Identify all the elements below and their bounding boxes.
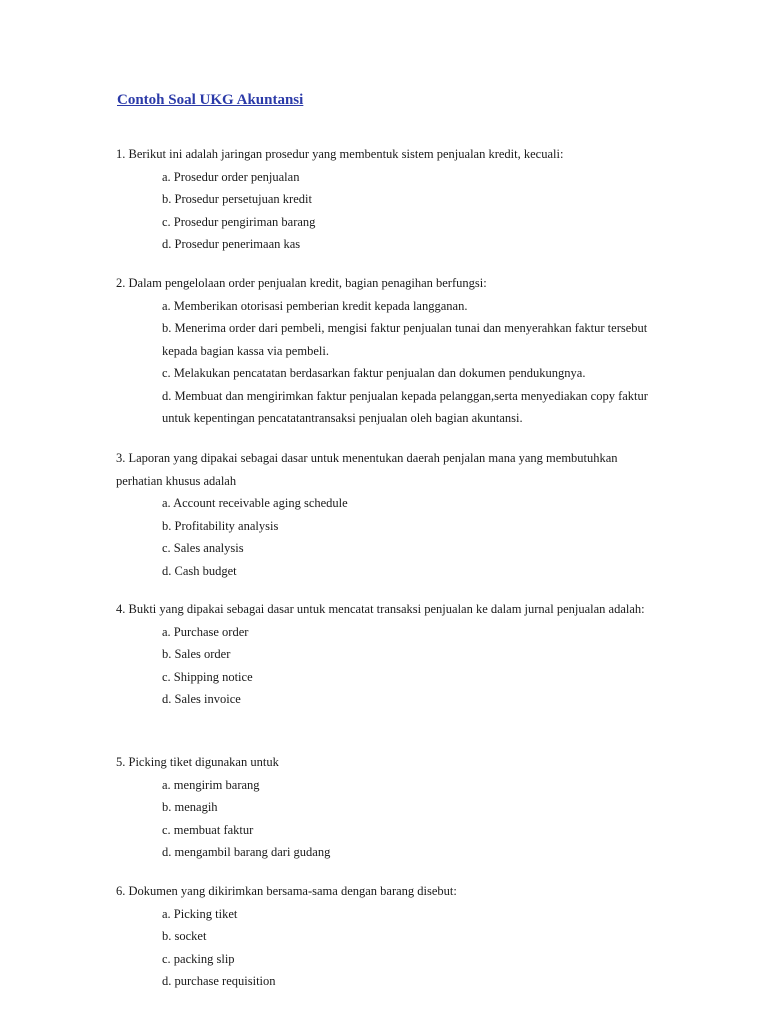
document-title: Contoh Soal UKG Akuntansi [117,92,304,108]
option-d: d. mengambil barang dari gudang [162,845,331,859]
option-a: a. mengirim barang [162,777,260,792]
option-b: b. menagih [162,800,218,814]
option-a: a. Prosedur order penjualan [162,169,300,184]
question-2 [116,272,656,430]
option-d: d. Membuat dan mengirimkan faktur penjualan kepada pelanggan,serta menyediakan copy faktur untuk kepentingan pencatatantransaksi penjualan oleh bagian akuntansi. [162,388,648,425]
option-a: a. Account receivable aging schedule [162,496,348,510]
question-text: 1. Berikut ini adalah jaringan prosedur yang membentuk sistem penjualan kredit, kecuali: [116,147,564,161]
option-c: c. Melakukan pencatatan berdasarkan faktur penjualan dan dokumen pendukungnya. [162,366,586,380]
question-text: 2. Dalam pengelolaan order penjualan kredit, bagian penagihan berfungsi: [116,276,487,290]
option-c: c. packing slip [162,951,235,966]
option-a: a. Picking tiket [162,906,238,921]
option-c: c. Sales analysis [162,541,244,555]
question-text: 5. Picking tiket digunakan untuk [116,755,279,769]
question-6 [116,880,656,993]
question-text: 6. Dokumen yang dikirimkan bersama-sama dengan barang disebut: [116,884,457,898]
option-b: b. Prosedur persetujuan kredit [162,192,312,206]
option-b: b. Profitability analysis [162,518,279,533]
option-c: c. Shipping notice [162,669,253,684]
option-d: d. Prosedur penerimaan kas [162,237,301,251]
question-text: 3. Laporan yang dipakai sebagai dasar untuk menentukan daerah penjalan mana yang membutuhkan perhatian khusus adalah [116,451,618,488]
option-c: c. Prosedur pengiriman barang [162,214,316,229]
option-a: a. Memberikan otorisasi pemberian kredit kepada langganan. [162,298,468,313]
option-d: d. Cash budget [162,563,237,578]
option-b: b. Menerima order dari pembeli, mengisi faktur penjualan tunai dan menyerahkan faktur tersebut kepada bagian kassa via pembeli. [162,321,648,358]
question-text: 4. Bukti yang dipakai sebagai dasar untuk mencatat transaksi penjualan ke dalam jurnal penjualan adalah: [116,602,645,616]
question-5 [116,751,656,864]
option-d: d. Sales invoice [162,692,241,706]
question-1 [116,143,656,256]
option-d: d. purchase requisition [162,974,276,988]
option-b: b. Sales order [162,647,231,661]
option-b: b. socket [162,929,207,943]
question-3 [116,447,656,582]
option-a: a. Purchase order [162,624,249,639]
option-c: c. membuat faktur [162,822,254,837]
question-4 [116,598,656,711]
